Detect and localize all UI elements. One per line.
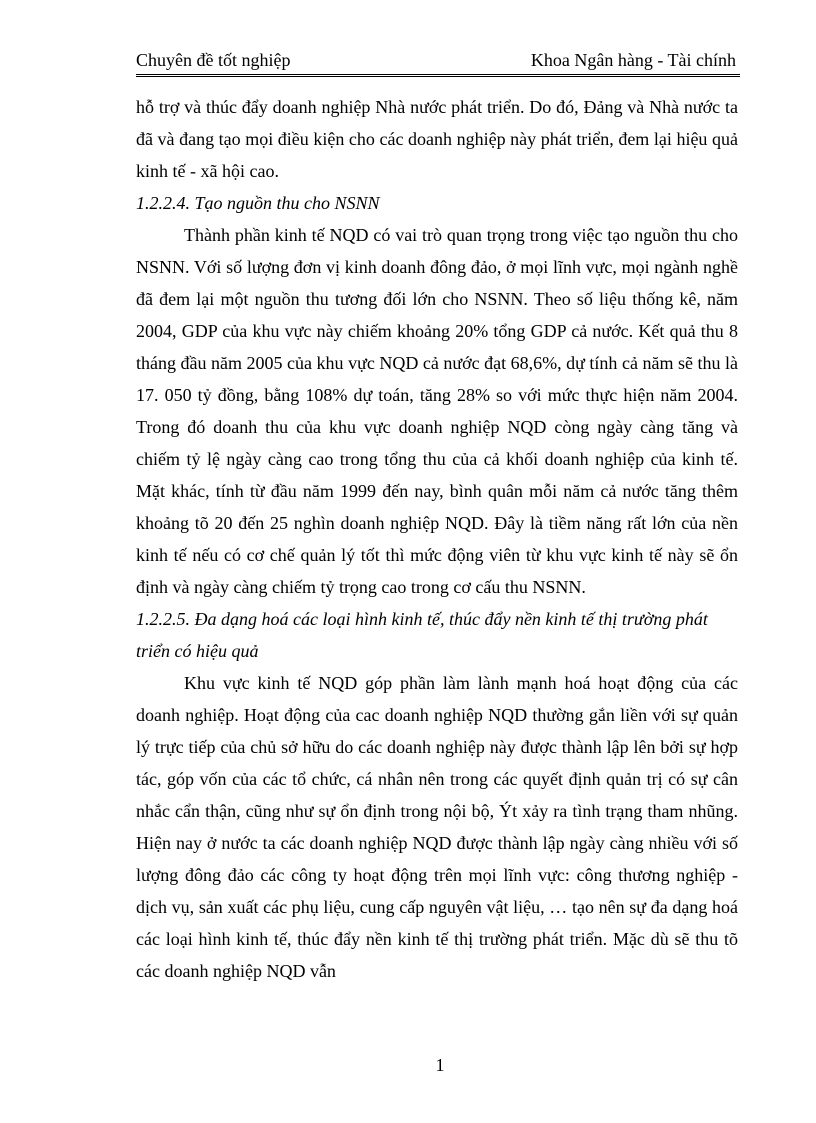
paragraph-continuation: hỗ trợ và thúc đẩy doanh nghiệp Nhà nước phát triển. Do đó, Đảng và Nhà nước ta đã và đang tạo mọi điều kiện cho các doanh nghiệp này phát triển, đem lại hiệu quả kinh tế - xã hội cao. [136, 97, 738, 181]
page-number: 1 [435, 1055, 445, 1075]
document-body [136, 91, 738, 987]
header-faculty-name: Khoa Ngân hàng - Tài chính [530, 50, 736, 70]
paragraph-diversification: Khu vực kinh tế NQD góp phần làm lành mạnh hoá hoạt động của các doanh nghiệp. Hoạt động của cac doanh nghiệp NQD thường gắn liền với sự quản lý trực tiếp của chủ sở hữu do các doanh nghiệp này được thành lập lên bởi sự hợp tác, góp vốn của các tổ chức, cá nhân nên trong các quyết định quản trị có sự cân nhắc cẩn thận, cũng như sự ổn định trong nội bộ, Ýt xảy ra tình trạng tham nhũng. Hiện nay ở nước ta các doanh nghiệp NQD được thành lập ngày càng nhiều với số lượng đông đảo các công ty hoạt động trên mọi lĩnh vực: công thương nghiệp - dịch vụ, sản xuất các phụ liệu, cung cấp nguyên vật liệu, … tạo nên sự đa dạng hoá các loại hình kinh tế, thúc đẩy nền kinh tế thị trường phát triển. Mặc dù sẽ thu tõ các doanh nghiệp NQD vẫn [136, 673, 738, 981]
paragraph-revenue-source: Thành phần kinh tế NQD có vai trò quan trọng trong việc tạo nguồn thu cho NSNN. Với số lượng đơn vị kinh doanh đông đảo, ở mọi lĩnh vực, mọi ngành nghề đã đem lại một nguồn thu tương đối lớn cho NSNN. Theo số liệu thống kê, năm 2004, GDP của khu vực này chiếm khoảng 20% tổng GDP cả nước. Kết quả thu 8 tháng đầu năm 2005 của khu vực NQD cả nước đạt 68,6%, dự tính cả năm sẽ thu là 17. 050 tỷ đồng, bằng 108% dự toán, tăng 28% so với mức thực hiện năm 2004. Trong đó doanh thu của khu vực doanh nghiệp NQD còng ngày càng tăng và chiếm tỷ lệ ngày càng cao trong tổng thu của cả khối doanh nghiệp của kinh tế. Mặt khác, tính từ đầu năm 1999 đến nay, bình quân mỗi năm cả nước tăng thêm khoảng tõ 20 đến 25 nghìn doanh nghiệp NQD. Đây là tiềm năng rất lớn của nền kinh tế nếu có cơ chế quản lý tốt thì mức động viên từ khu vực kinh tế này sẽ ổn định và ngày càng chiếm tỷ trọng cao trong cơ cấu thu NSNN. [136, 225, 738, 597]
section-heading-1-2-2-5: 1.2.2.5. Đa dạng hoá các loại hình kinh tế, thúc đẩy nền kinh tế thị trường phát triển có hiệu quả [136, 609, 708, 661]
header-document-title: Chuyên đề tốt nghiệp [136, 50, 291, 70]
section-heading-1-2-2-4: 1.2.2.4. Tạo nguồn thu cho NSNN [136, 193, 380, 213]
page-header [136, 48, 740, 77]
